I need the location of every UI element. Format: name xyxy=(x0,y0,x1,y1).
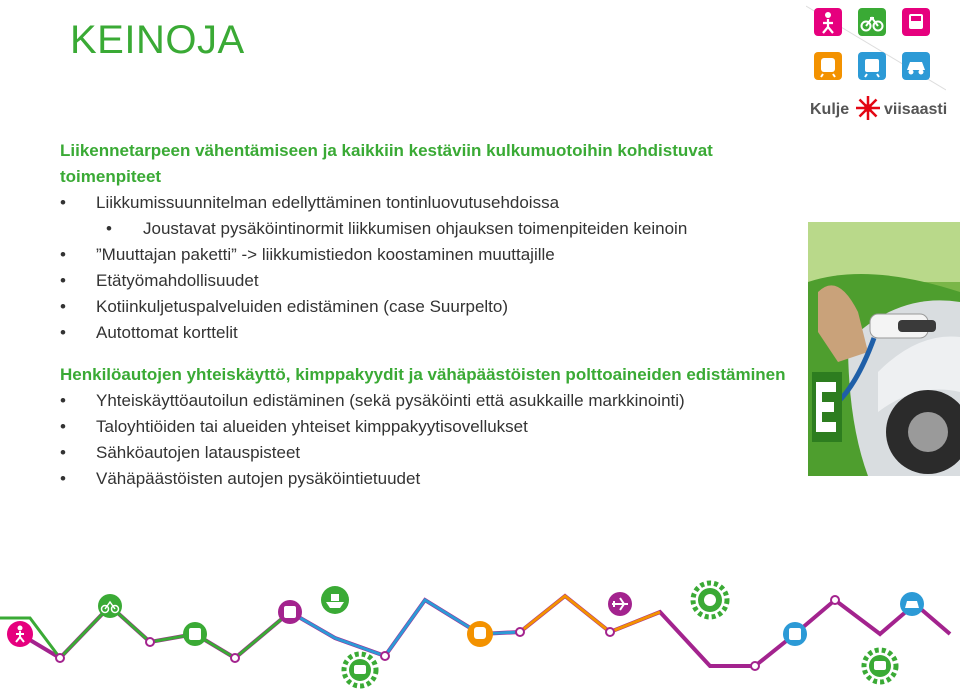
section-heading: Liikennetarpeen vähentämiseen ja kaikkiin kestäviin kulkumuotoihin kohdistuvat toimenpiteet xyxy=(60,141,713,186)
bus-icon xyxy=(183,622,207,646)
bus-icon xyxy=(902,8,930,36)
section-mobility-measures xyxy=(60,138,800,346)
section-heading: Henkilöautojen yhteiskäyttö, kimppakyydit ja vähäpäästöisten polttoaineiden edistäminen xyxy=(60,365,786,384)
list-item: • Taloyhtiöiden tai alueiden yhteiset kimppakyytisovellukset xyxy=(60,414,800,440)
car-icon xyxy=(902,52,930,80)
network-node xyxy=(381,652,389,660)
network-node xyxy=(831,596,839,604)
list-item: • Etätyömahdollisuudet xyxy=(60,268,800,294)
section-car-sharing xyxy=(60,362,800,492)
car-icon xyxy=(900,592,924,616)
network-node xyxy=(231,654,239,662)
kulje-viisaasti-icon-grid xyxy=(806,2,946,92)
network-node xyxy=(56,654,64,662)
list-item: • Yhteiskäyttöautoilun edistäminen (sekä pysäköinti että asukkaille markkinointi) xyxy=(60,388,800,414)
content-body xyxy=(60,138,800,492)
bicycle-icon xyxy=(858,8,886,36)
kulje-viisaasti-logo xyxy=(808,94,948,126)
walking-icon xyxy=(7,621,33,647)
list-item: • Sähköautojen latauspisteet xyxy=(60,440,800,466)
walking-icon xyxy=(814,8,842,36)
list-subitem: • Joustavat pysäköintinormit liikkumisen ohjauksen toimenpiteiden keinoin xyxy=(60,216,800,242)
gear-icon xyxy=(693,583,727,617)
network-node xyxy=(516,628,524,636)
network-node xyxy=(751,662,759,670)
gear-icon xyxy=(344,654,376,686)
logo-text-left: Kulje xyxy=(810,101,850,118)
list-item: • ”Muuttajan paketti” -> liikkumistiedon koostaminen muuttajille xyxy=(60,242,800,268)
train-icon xyxy=(814,52,842,80)
logo-text-right: viisaasti xyxy=(884,101,948,118)
ship-icon xyxy=(321,586,349,614)
page-title: KEINOJA xyxy=(70,18,245,62)
list-item: • Kotiinkuljetuspalveluiden edistäminen (case Suurpelto) xyxy=(60,294,800,320)
list-item: • Autottomat korttelit xyxy=(60,320,800,346)
bicycle-icon xyxy=(98,594,122,618)
airplane-icon xyxy=(608,592,632,616)
tram-icon xyxy=(858,52,886,80)
tram-icon xyxy=(278,600,302,624)
tram-icon xyxy=(783,622,807,646)
network-node xyxy=(606,628,614,636)
electric-car-charging-photo xyxy=(808,222,960,476)
train-icon xyxy=(467,621,493,647)
list-item: • Vähäpäästöisten autojen pysäköintietuudet xyxy=(60,466,800,492)
transport-network-decoration xyxy=(0,578,960,692)
list-item: • Liikkumissuunnitelman edellyttäminen tontinluovutusehdoissa xyxy=(60,190,800,216)
network-node xyxy=(146,638,154,646)
sun-icon xyxy=(856,96,880,120)
gear-icon xyxy=(864,650,896,682)
